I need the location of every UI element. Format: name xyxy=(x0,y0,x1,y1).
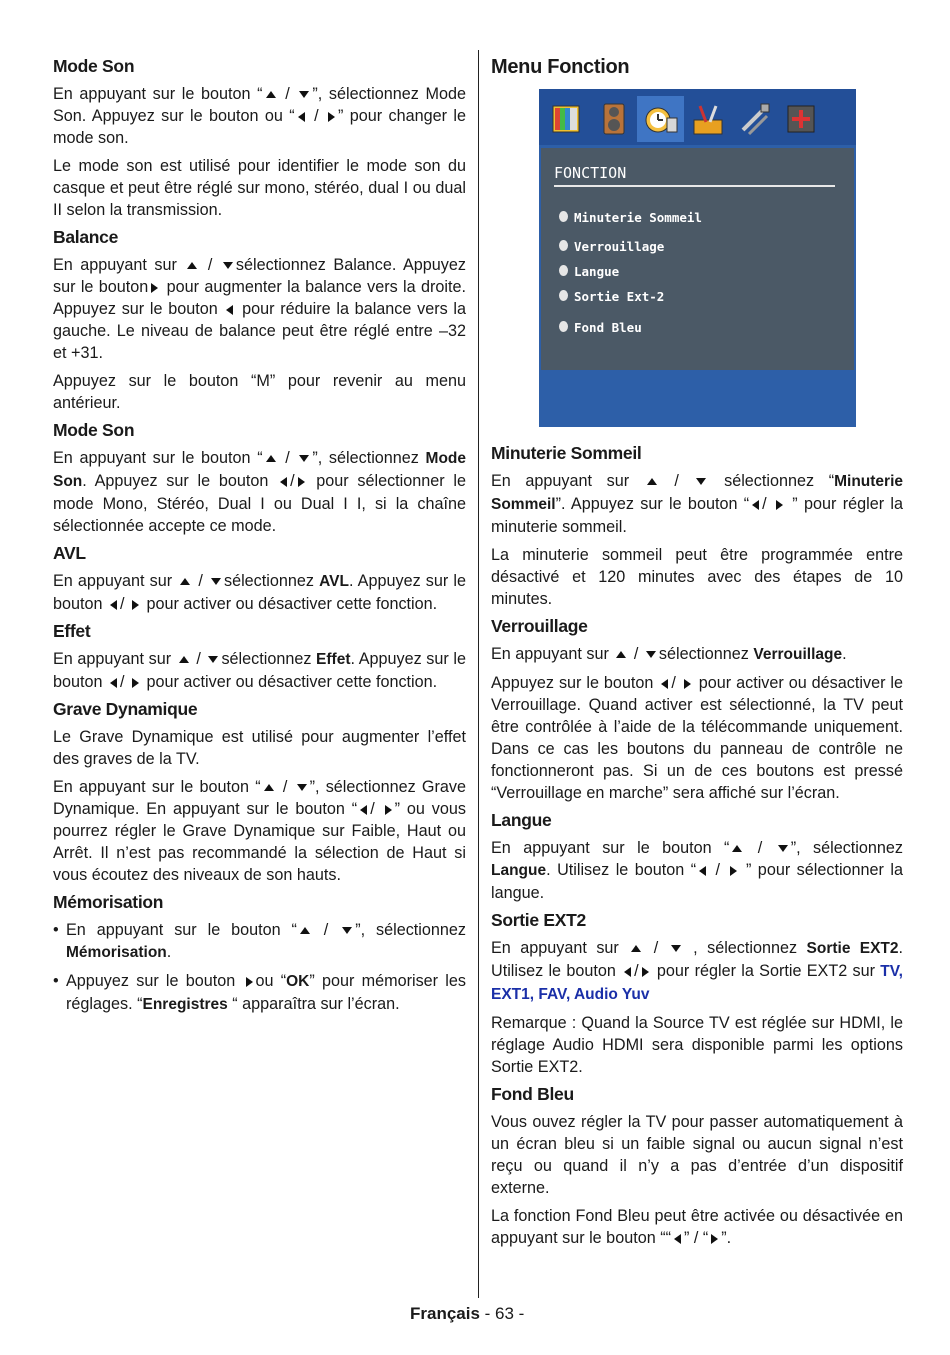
up-arrow-icon xyxy=(616,651,626,658)
paragraph: Le mode son est utilisé pour identifier le mode son du casque et peut être réglé sur mono, stéréo, dual I ou dual II selon la transmission. xyxy=(53,157,466,219)
right-arrow-icon xyxy=(132,678,139,688)
column-divider xyxy=(478,50,479,1298)
menu-option-verrouillage[interactable]: Verrouillage xyxy=(561,239,664,254)
paragraph: En appuyant sur / , sélectionnez Sortie EXT2. Utilisez le bouton / pour régler la Sortie EXT2 sur TV, EXT1, FAV, Audio Yuv xyxy=(491,939,904,1003)
paragraph: En appuyant sur le bouton “ / ”, sélectionnez Grave Dynamique. En appuyant sur le bouton “ / ” ou vous pourrez régler le Grave Dynamique sur Faible, Haut ou Arrêt. Il n’est pas recommandé la sélection de Haut si vous écoutez des niveaux de son hauts. xyxy=(53,778,467,884)
footer-language: Français xyxy=(410,1304,480,1323)
left-arrow-icon xyxy=(110,678,117,688)
section-title-balance: Balance xyxy=(53,227,119,247)
right-arrow-icon xyxy=(385,805,392,815)
menu-panel-title: FONCTION xyxy=(554,164,627,182)
section-title-mode-son: Mode Son xyxy=(53,420,135,440)
paragraph: Remarque : Quand la Source TV est réglée sur HDMI, le réglage Audio HDMI sera disponible parmi les options Sortie EXT2. xyxy=(491,1014,903,1076)
paragraph: Le Grave Dynamique est utilisé pour augmenter l’effet des graves de la TV. xyxy=(53,728,466,768)
right-arrow-icon xyxy=(298,477,305,487)
left-arrow-icon xyxy=(661,679,668,689)
menu-option-fond-bleu[interactable]: Fond Bleu xyxy=(561,320,642,335)
paragraph: En appuyant sur / sélectionnez AVL. Appuyez sur le bouton / pour activer ou désactiver cette fonction. xyxy=(53,572,466,613)
sound-icon xyxy=(590,96,637,142)
source-icon xyxy=(778,96,825,142)
up-arrow-icon xyxy=(631,945,641,952)
section-title-langue: Langue xyxy=(491,810,552,830)
up-arrow-icon xyxy=(266,91,276,98)
section-title-fond-bleu: Fond Bleu xyxy=(491,1084,574,1104)
right-arrow-icon xyxy=(684,679,691,689)
down-arrow-icon xyxy=(299,455,309,462)
menu-option-minuterie-sommeil[interactable]: Minuterie Sommeil xyxy=(561,210,702,225)
left-arrow-icon xyxy=(226,305,233,315)
down-arrow-icon xyxy=(671,945,681,952)
paragraph: La fonction Fond Bleu peut être activée ou désactivée en appuyant sur le bouton ““ ” / “ ”. xyxy=(491,1207,903,1247)
up-arrow-icon xyxy=(647,478,657,485)
paragraph: La minuterie sommeil peut être programmée entre désactivé et 120 minutes avec des étapes de 10 minutes. xyxy=(491,546,903,608)
paragraph: Vous ouvez régler la TV pour passer automatiquement à un écran bleu si un faible signal ou aucun signal n’est reçu ou quand il n’y a pas d’entrée d’un dispositif externe. xyxy=(491,1113,903,1197)
paragraph: En appuyant sur / sélectionnez Effet. Appuyez sur le bouton / pour activer ou désactiver cette fonction. xyxy=(53,650,466,691)
list-item: • Appuyez sur le bouton ou “OK” pour mémoriser les réglages. “Enregistres “ apparaîtra sur l’écran. xyxy=(53,970,466,1016)
menu-option-langue[interactable]: Langue xyxy=(561,264,619,279)
left-arrow-icon xyxy=(674,1234,681,1244)
page-section-title: Menu Fonction xyxy=(491,56,630,78)
section-title-grave-dynamique: Grave Dynamique xyxy=(53,699,198,719)
paragraph: En appuyant sur le bouton “ / ”, sélectionnez Langue. Utilisez le bouton “ / ” pour sélectionner la langue. xyxy=(491,839,903,902)
right-arrow-icon xyxy=(776,500,783,510)
down-arrow-icon xyxy=(696,478,706,485)
right-arrow-icon xyxy=(642,967,649,977)
right-arrow-icon xyxy=(246,977,253,987)
down-arrow-icon xyxy=(223,262,233,269)
left-arrow-icon xyxy=(624,967,631,977)
menu-icon-bar xyxy=(539,89,856,145)
section-title-effet: Effet xyxy=(53,621,91,641)
up-arrow-icon xyxy=(180,578,190,585)
down-arrow-icon xyxy=(778,845,788,852)
tools-icon xyxy=(684,96,731,142)
up-arrow-icon xyxy=(266,455,276,462)
paragraph: En appuyant sur / sélectionnez Balance. Appuyez sur le bouton pour augmenter la balance vers la droite. Appuyez sur le bouton pour réduire la balance vers la gauche. Le niveau de balance peut être réglé entre –32 et +31. xyxy=(53,256,466,362)
left-arrow-icon xyxy=(699,866,706,876)
output-options-text: TV, EXT1, FAV, Audio Yuv xyxy=(491,963,903,1003)
left-arrow-icon xyxy=(752,500,759,510)
section-title-mode-son: Mode Son xyxy=(53,56,135,76)
connector-icon xyxy=(731,96,778,142)
right-arrow-icon xyxy=(711,1234,718,1244)
down-arrow-icon xyxy=(342,927,352,934)
down-arrow-icon xyxy=(299,91,309,98)
tv-menu-screenshot xyxy=(539,89,856,427)
right-arrow-icon xyxy=(328,112,335,122)
up-arrow-icon xyxy=(187,262,197,269)
up-arrow-icon xyxy=(732,845,742,852)
section-title-minuterie-sommeil: Minuterie Sommeil xyxy=(491,443,642,463)
up-arrow-icon xyxy=(264,784,274,791)
paragraph: En appuyant sur le bouton “ / ”, sélectionnez Mode Son. Appuyez sur le bouton ou “ / ” pour changer le mode son. xyxy=(53,85,466,147)
left-arrow-icon xyxy=(110,600,117,610)
section-title-sortie-ext2: Sortie EXT2 xyxy=(491,910,586,930)
paragraph: En appuyant sur / sélectionnez “Minuterie Sommeil”. Appuyez sur le bouton “ / ” pour régler la minuterie sommeil. xyxy=(491,472,904,536)
page-footer xyxy=(410,1304,524,1324)
clock-icon xyxy=(637,96,684,142)
down-arrow-icon xyxy=(646,651,656,658)
picture-icon xyxy=(543,96,590,142)
right-column xyxy=(491,52,903,1255)
up-arrow-icon xyxy=(179,656,189,663)
section-title-verrouillage: Verrouillage xyxy=(491,616,588,636)
paragraph: En appuyant sur / sélectionnez Verrouillage. xyxy=(491,645,847,663)
left-arrow-icon xyxy=(280,477,287,487)
up-arrow-icon xyxy=(300,927,310,934)
section-title-avl: AVL xyxy=(53,543,86,563)
down-arrow-icon xyxy=(208,656,218,663)
right-arrow-icon xyxy=(151,283,158,293)
page-number: - 63 - xyxy=(479,1304,525,1323)
left-arrow-icon xyxy=(360,805,367,815)
paragraph: Appuyez sur le bouton / pour activer ou désactiver le Verrouillage. Quand activer est sélectionné, la TV peut être contrôlée à l’aide de la télécommande uniquement. Dans ce cas les boutons du panneau de contrôle ne fonctionneront pas. Si un de ces boutons est pressé “Verrouillage en marche” sera affiché sur l’écran. xyxy=(491,674,903,802)
left-column xyxy=(53,52,466,1022)
paragraph: Appuyez sur le bouton “M” pour revenir au menu antérieur. xyxy=(53,372,466,412)
menu-title-underline xyxy=(554,185,835,187)
right-arrow-icon xyxy=(730,866,737,876)
menu-option-sortie-ext2[interactable]: Sortie Ext-2 xyxy=(561,289,664,304)
down-arrow-icon xyxy=(211,578,221,585)
down-arrow-icon xyxy=(297,784,307,791)
paragraph: En appuyant sur le bouton “ / ”, sélectionnez Mode Son. Appuyez sur le bouton / pour sélectionner le mode Mono, Stéréo, Dual I ou Dual I I, si la chaîne sélectionnée accepte ce mode. xyxy=(53,449,466,535)
list-item: • En appuyant sur le bouton “ / ”, sélectionnez Mémorisation. xyxy=(53,919,466,964)
menu-panel xyxy=(541,148,854,370)
section-title-memorisation: Mémorisation xyxy=(53,892,164,912)
left-arrow-icon xyxy=(298,112,305,122)
right-arrow-icon xyxy=(132,600,139,610)
